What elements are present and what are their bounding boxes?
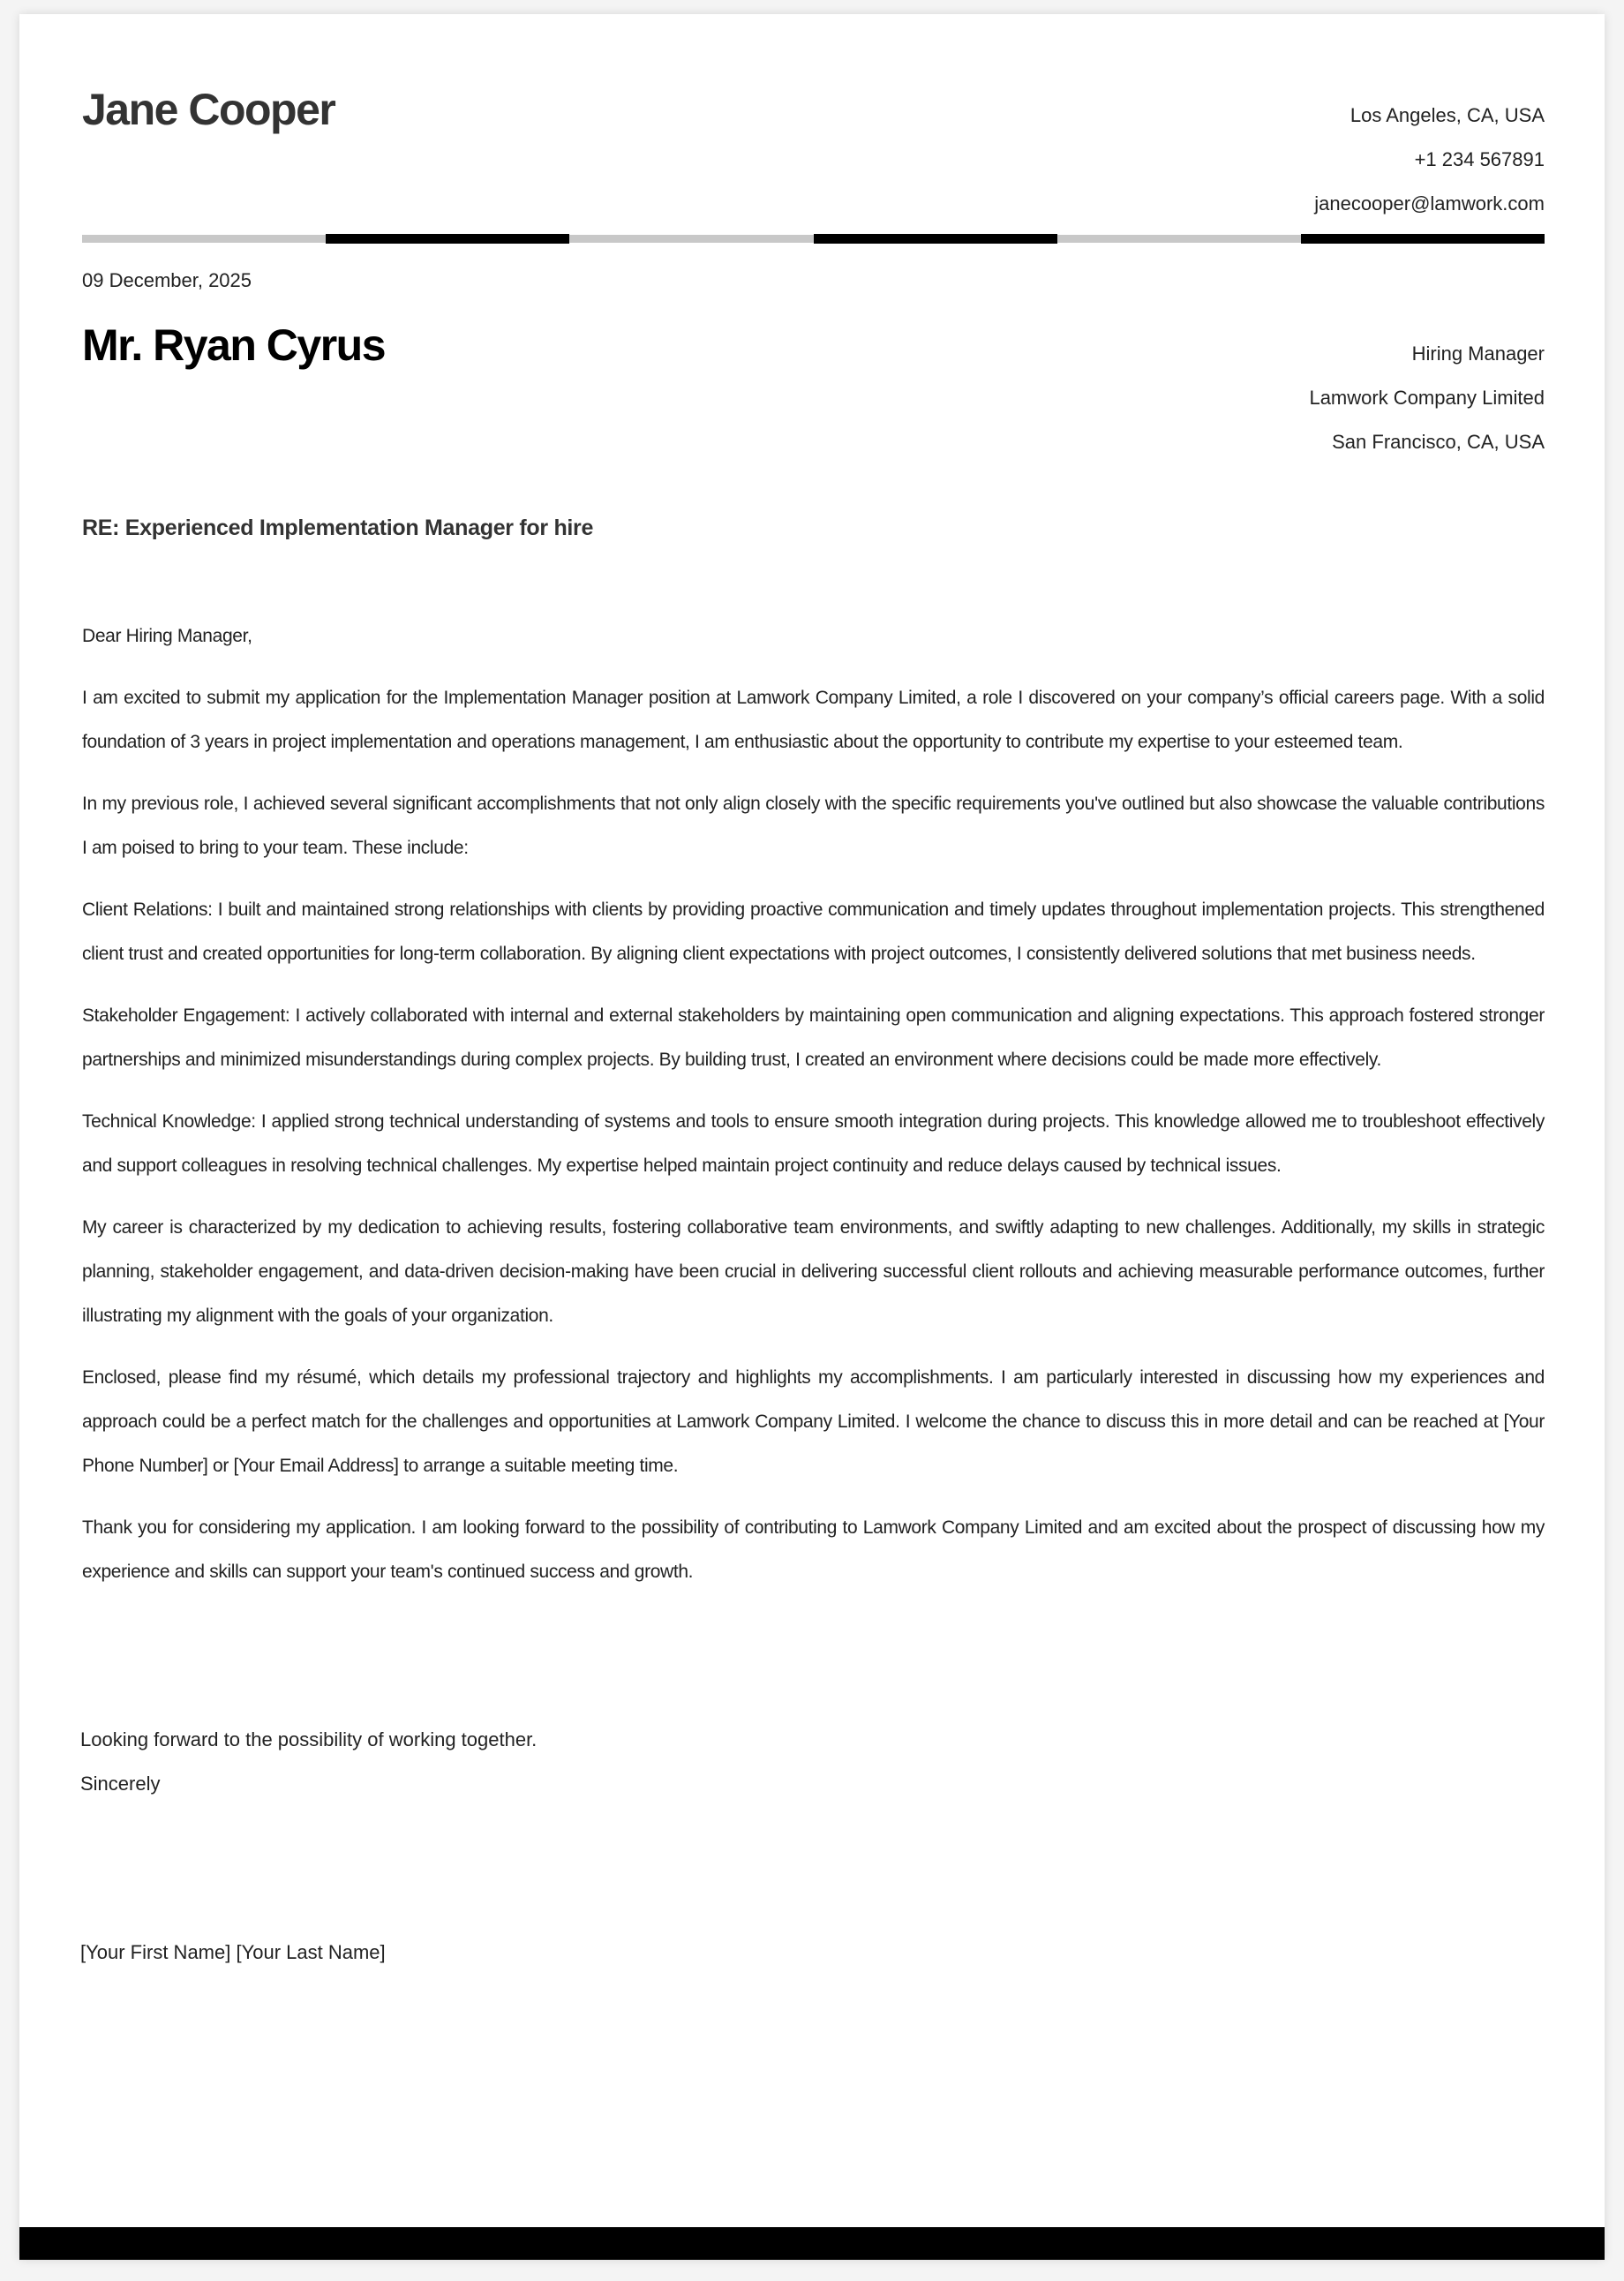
recipient-info [1309,332,1545,464]
letter-body [82,614,1545,1612]
header-divider [82,234,1545,244]
closing-line: Looking forward to the possibility of working together. [80,1728,538,1750]
recipient-name: Mr. Ryan Cyrus [82,320,386,370]
recipient-title: Hiring Manager [1411,343,1545,365]
recipient-company: Lamwork Company Limited [1309,387,1545,409]
divider-segment-light [1057,235,1301,243]
body-paragraph: Technical Knowledge: I applied strong technical understanding of systems and tools to ensure smooth integration during projects. This knowledge allowed me to troubleshoot effectively and support colleagues in resolving technical challenges. My expertise helped maintain project continuity and reduce delays caused by technical issues. [82,1111,1545,1176]
body-paragraph: I am excited to submit my application for the Implementation Manager position at Lamwork Company Limited, a role I discovered on your company’s official careers page. With a solid foundation of 3 years in project implementation and operations management, I am enthusiastic about the opportunity to contribute my expertise to your esteemed team. [82,688,1545,752]
body-paragraph: Client Relations: I built and maintained strong relationships with clients by providing proactive communication and timely updates throughout implementation projects. This strengthened client trust and created opportunities for long-term collaboration. By aligning client expectations with project outcomes, I consistently delivered solutions that met business needs. [82,900,1545,964]
letter-subject: RE: Experienced Implementation Manager for hire [82,516,594,540]
signature-name: [Your First Name] [Your Last Name] [80,1941,386,1963]
closing-signoff: Sincerely [80,1773,161,1795]
body-paragraph: My career is characterized by my dedication to achieving results, fostering collaborative team environments, and swiftly adapting to new challenges. Additionally, my skills in strategic planning, stakeholder engagement, and data-driven decision-making have been crucial in delivering successful client rollouts and achieving measurable performance outcomes, further illustrating my alignment with the goals of your organization. [82,1217,1545,1326]
divider-segment-light [569,235,813,243]
body-paragraph: In my previous role, I achieved several significant accomplishments that not only align closely with the specific requirements you've outlined but also showcase the valuable contributions I am poised to bring to your team. These include: [82,794,1545,858]
sender-phone: +1 234 567891 [1414,148,1545,170]
letter-date: 09 December, 2025 [82,269,252,291]
letter-content [82,14,1545,2260]
letter-closing [80,1718,537,1806]
divider-segment-light [82,235,326,243]
salutation: Dear Hiring Manager, [82,626,252,646]
divider-segment-dark [1301,234,1545,244]
sender-contact [1314,94,1545,226]
divider-segment-dark [814,234,1057,244]
body-paragraph: Enclosed, please find my résumé, which details my professional trajectory and highlights my accomplishments. I am particularly interested in discussing how my experiences and approach could be a perfect match for the challenges and opportunities at Lamwork Company Limited. I welcome the chance to discuss this in more detail and can be reached at [Your Phone Number] or [Your Email Address] to arrange a suitable meeting time. [82,1367,1545,1476]
letter-page [19,14,1605,2260]
sender-location: Los Angeles, CA, USA [1350,104,1545,126]
sender-email: janecooper@lamwork.com [1314,192,1545,215]
sender-name: Jane Cooper [82,85,335,134]
body-paragraph: Stakeholder Engagement: I actively collaborated with internal and external stakeholders by maintaining open communication and aligning expectations. This approach fostered stronger partnerships and minimized misunderstandings during complex projects. By building trust, I created an environment where decisions could be made more effectively. [82,1005,1545,1070]
recipient-location: San Francisco, CA, USA [1332,431,1545,453]
body-paragraph: Thank you for considering my application. I am looking forward to the possibility of contributing to Lamwork Company Limited and am excited about the prospect of discussing how my experience and skills can support your team's continued success and growth. [82,1517,1545,1582]
divider-segment-dark [326,234,569,244]
footer-bar [19,2227,1605,2260]
